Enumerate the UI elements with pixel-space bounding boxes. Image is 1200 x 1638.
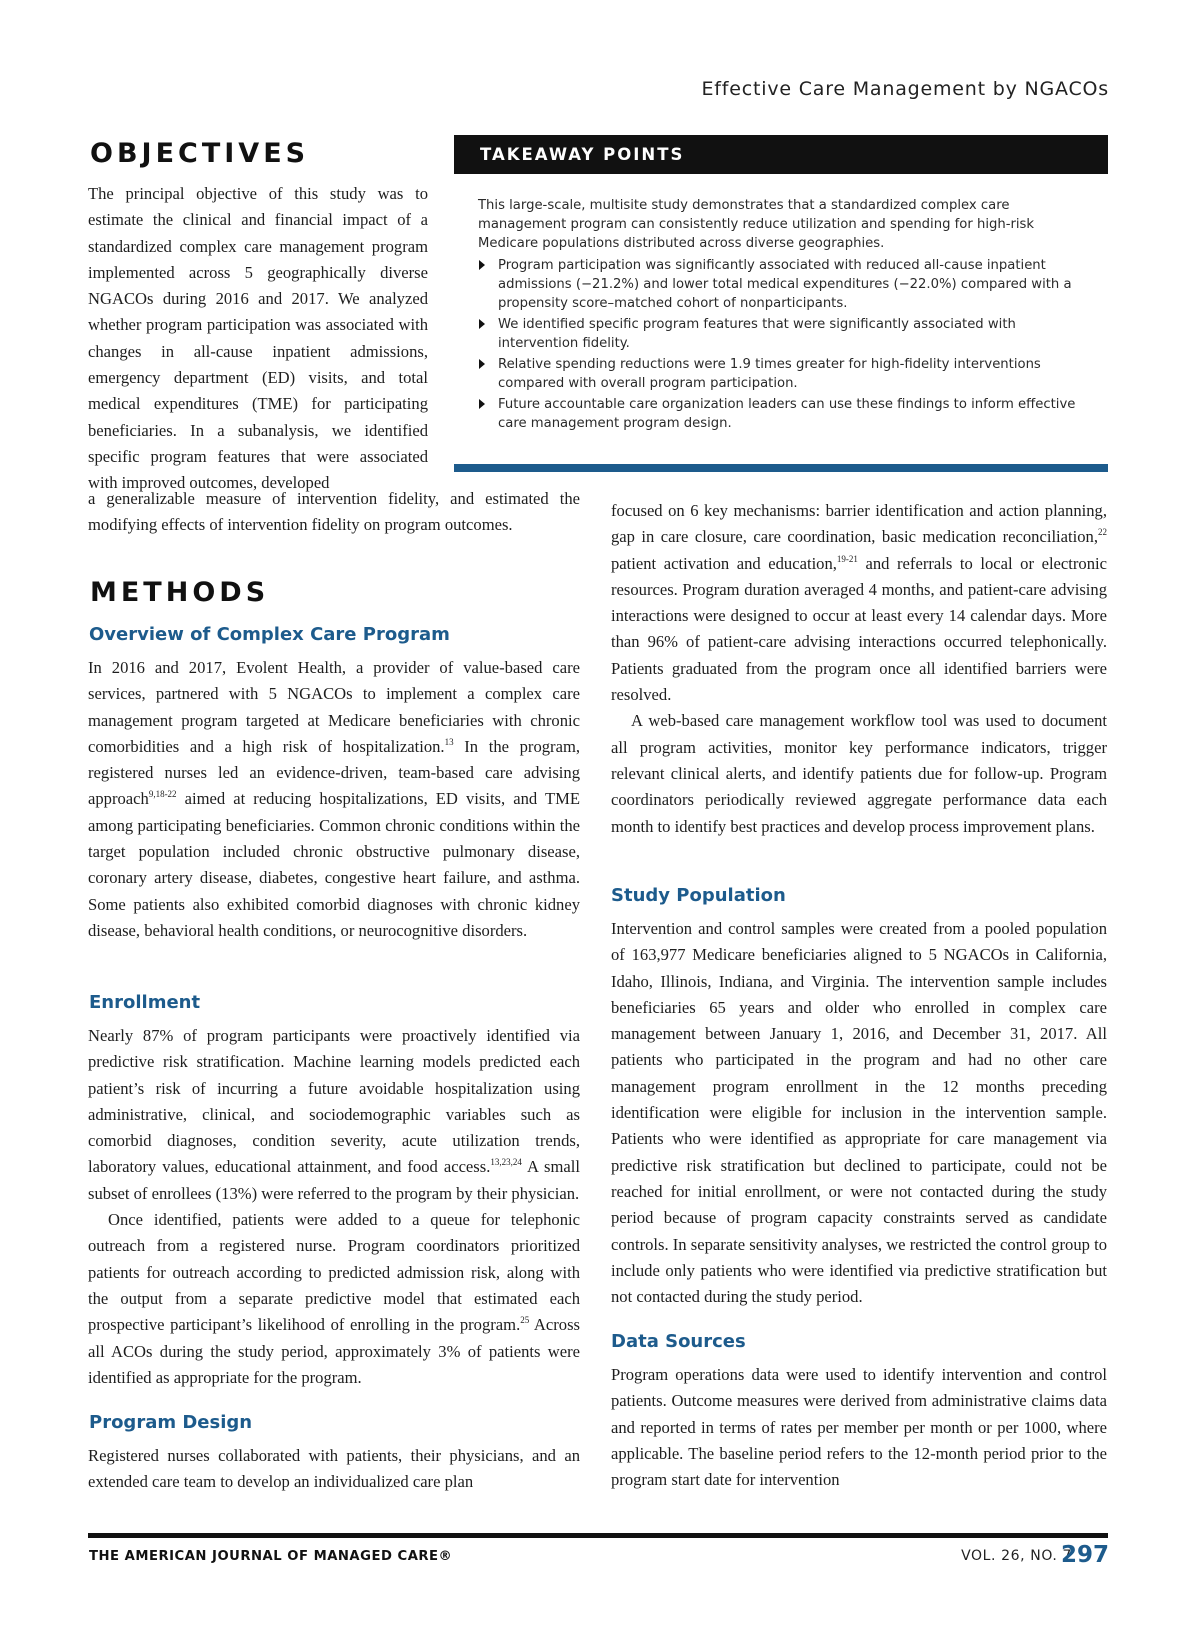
bullet-arrow-icon (479, 319, 485, 329)
program-design-text-right (611, 498, 1107, 840)
program-design-heading: Program Design (89, 1412, 253, 1433)
program-design-paragraph-1 (611, 498, 1107, 708)
takeaway-title-bar: TAKEAWAY POINTS (454, 135, 1108, 174)
running-title: Effective Care Management by NGACOs (701, 78, 1109, 100)
citation: 25 (520, 1315, 530, 1326)
overview-heading: Overview of Complex Care Program (89, 624, 450, 645)
enrollment-text-part: Across all ACOs during the study period, approximately 3% of patients were identified as appropriate for the program. (88, 1315, 580, 1387)
journal-name: THE AMERICAN JOURNAL OF MANAGED CARE® (89, 1549, 453, 1564)
program-design-paragraph-2: A web-based care management workflow tool was used to document all program activities, monitor key performance indicators, trigger relevant clinical alerts, and identify patients due for follow-up. Program coordinators periodically reviewed aggregate performance data each month to identify best practices and develop process improvement plans. (611, 711, 1107, 836)
takeaway-point-text: Relative spending reductions were 1.9 times greater for high-fidelity interventions compared with overall program participation. (498, 357, 1041, 391)
design-text-part: focused on 6 key mechanisms: barrier identification and action planning, gap in care closure, care coordination, basic medication reconciliation, (611, 501, 1107, 547)
takeaway-point-text: Future accountable care organization leaders can use these findings to inform effective care management program design. (498, 397, 1076, 431)
enrollment-text-part: A small subset of enrollees (13%) were referred to the program by their physician. (88, 1157, 581, 1203)
citation: 22 (1098, 527, 1107, 538)
study-population-text: Intervention and control samples were created from a pooled population of 163,977 Medicare beneficiaries aligned to 5 NGACOs in California, Idaho, Illinois, Indiana, and Virginia. The intervention sample includes beneficiaries 65 years and older who enrolled in complex care management between January 1, 2016, and December 31, 2017. All patients who participated in the program and had no other care management program enrollment in the 12 months preceding identification were eligible for inclusion in the intervention sample. Patients who were identified as appropriate for care management via predictive risk stratification but declined to participate, could not be reached for initial enrollment, or were not contacted during the study period because of program capacity constraints served as candidate controls. In separate sensitivity analyses, we restricted the control group to include only patients who were identified via predictive stratification but not contacted during the study period. (611, 919, 1107, 1307)
objectives-heading: OBJECTIVES (90, 138, 310, 169)
takeaway-content (478, 196, 1084, 435)
bullet-arrow-icon (479, 260, 485, 270)
enrollment-text (88, 1023, 580, 1391)
study-population-heading: Study Population (611, 885, 786, 906)
takeaway-point (478, 256, 1084, 313)
data-sources-text: Program operations data were used to identify intervention and control patients. Outcome measures were derived from administrative claims data and reported in terms of rates per member per month or per 1000, where applicable. The baseline period refers to the 12-month period prior to the program start date for intervention (611, 1365, 1107, 1490)
program-design-text-left: Registered nurses collaborated with patients, their physicians, and an extended care team to develop an individualized care plan (88, 1446, 580, 1492)
overview-text-part: In the program, registered nurses led an evidence-driven, team-based care advising approach (88, 736, 581, 809)
citation: 9,18-22 (148, 789, 177, 800)
footer-rule (88, 1533, 1108, 1538)
volume-issue: VOL. 26, NO. 7 (961, 1548, 1072, 1564)
enrollment-text-part: Once identified, patients were added to a queue for telephonic outreach from a registered nurse. Program coordinators prioritized patients for outreach according to predicted admission risk, along with the output from a separate predictive model that estimated each prospective participant’s likelihood of enrolling in the program. (88, 1210, 580, 1335)
enrollment-paragraph-2 (88, 1207, 580, 1391)
methods-heading: METHODS (90, 577, 270, 608)
enrollment-text-part: Nearly 87% of program participants were proactively identified via predictive risk stratification. Machine learning models predicted each patient’s risk of incurring a future avoidable hospitalization using administrative, clinical, and sociodemographic variables such as comorbid diagnoses, condition severity, acute utilization trends, laboratory values, educational attainment, and food access. (88, 1026, 580, 1177)
takeaway-point-text: We identified specific program features that were significantly associated with intervention fidelity. (498, 317, 1016, 351)
bullet-arrow-icon (479, 359, 485, 369)
overview-paragraph (88, 655, 580, 944)
takeaway-point (478, 355, 1084, 393)
takeaway-intro: This large-scale, multisite study demonstrates that a standardized complex care management program can consistently reduce utilization and spending for high-risk Medicare populations distributed across diverse geographies. (478, 198, 1035, 251)
takeaway-list (478, 256, 1084, 433)
objectives-text-narrow: The principal objective of this study was to estimate the clinical and financial impact of a standardized complex care management program implemented across 5 geographically diverse NGACOs during 2016 and 2017. We analyzed whether program participation was associated with changes in all-cause inpatient admissions, emergency department (ED) visits, and total medical expenditures (TME) for participating beneficiaries. In a subanalysis, we identified specific program features that were associated with improved outcomes, developed (88, 184, 428, 493)
takeaway-point (478, 315, 1084, 353)
citation: 13 (444, 736, 454, 747)
overview-text (88, 655, 580, 944)
data-sources-heading: Data Sources (611, 1331, 746, 1352)
page-number: 297 (1060, 1542, 1109, 1568)
bullet-arrow-icon (479, 399, 485, 409)
citation: 19-21 (836, 553, 858, 564)
takeaway-bottom-rule (454, 464, 1108, 472)
takeaway-point-text: Program participation was significantly associated with reduced all-cause inpatient admissions (−21.2%) and lower total medical expenditures (−22.0%) compared with a propensity score–matched cohort of nonparticipants. (498, 258, 1072, 311)
enrollment-heading: Enrollment (89, 992, 201, 1013)
design-text-part: patient activation and education, (611, 553, 837, 573)
overview-text-part: aimed at reducing hospitalizations, ED visits, and TME among participating beneficiaries. Common chronic conditions within the target population included chronic obstructive pulmonary disease, coronary artery disease, diabetes, congestive heart failure, and asthma. Some patients also exhibited comorbid diagnoses with chronic kidney disease, behavioral health conditions, or neurocognitive disorders. (88, 789, 580, 940)
citation: 13,23,24 (490, 1157, 522, 1168)
design-text-part: and referrals to local or electronic resources. Program duration averaged 4 months, and patient-care advising interactions were designed to occur at least every 14 calendar days. More than 96% of patient-care advising interactions occurred telephonically. Patients graduated from the program once all identified barriers were resolved. (611, 553, 1107, 705)
enrollment-paragraph-1 (88, 1023, 580, 1207)
takeaway-point (478, 395, 1084, 433)
objectives-text-wide: a generalizable measure of intervention fidelity, and estimated the modifying effects of intervention fidelity on program outcomes. (88, 489, 580, 535)
overview-text-part: In 2016 and 2017, Evolent Health, a provider of value-based care services, partnered with 5 NGACOs to implement a complex care management program targeted at Medicare beneficiaries with chronic comorbidities and a high risk of hospitalization. (88, 658, 580, 756)
